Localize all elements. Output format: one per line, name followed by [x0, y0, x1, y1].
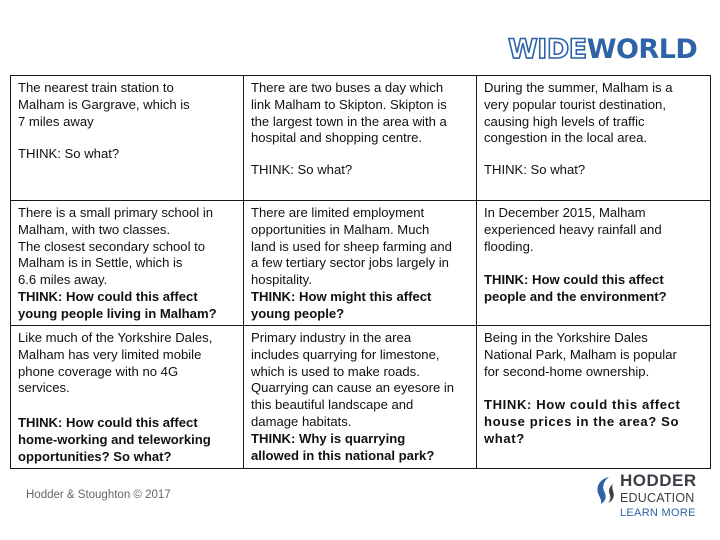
cell-think-prompt: THINK: So what?: [484, 162, 586, 178]
cell-think-prompt: THINK: Why is quarrying allowed in this national park?: [251, 430, 435, 463]
info-grid: [10, 75, 711, 469]
grid-row-2: [11, 201, 711, 326]
copyright-footer: Hodder & Stoughton © 2017: [26, 489, 171, 501]
cell-think-prompt: THINK: How could this affect house prices in the area? So what?: [484, 397, 681, 446]
cell-text: Being in the Yorkshire Dales National Park, Malham is popular for second-home ownership.: [484, 330, 677, 379]
cell-text: There are two buses a day which link Malham to Skipton. Skipton is the largest town in the area with a hospital and shopping centre.: [251, 80, 447, 146]
cell-buses: [244, 76, 477, 201]
cell-text: In December 2015, Malham experienced heavy rainfall and flooding.: [484, 205, 662, 254]
wideworld-logo: [508, 33, 697, 67]
publisher-name: HODDER: [620, 471, 697, 490]
logo-wide-text: WIDE: [508, 34, 587, 65]
cell-think-prompt: THINK: How could this affect home-working and teleworking opportunities? So what?: [18, 415, 211, 464]
logo-world-text: WORLD: [586, 34, 698, 65]
cell-text: There is a small primary school in Malham, with two classes. The closest secondary school to Malham is in Settle, which is 6.6 miles away.: [18, 205, 214, 288]
publisher-division: EDUCATION: [620, 491, 695, 505]
cell-text: There are limited employment opportunities in Malham. Much land is used for sheep farming and a few tertiary sector jobs largely in hospitality.: [251, 205, 452, 288]
cell-think-prompt: THINK: So what?: [18, 146, 120, 162]
cell-think-prompt: THINK: How might this affect young people?: [251, 288, 432, 321]
hodder-swirl-icon: [592, 475, 616, 507]
grid-row-3: [11, 326, 711, 469]
cell-text: Like much of the Yorkshire Dales, Malham has very limited mobile phone coverage with no 4G services.: [18, 330, 213, 396]
cell-think-prompt: THINK: How could this affect people and the environment?: [484, 272, 667, 305]
cell-employment: [244, 201, 477, 326]
cell-tourism: [477, 76, 711, 201]
cell-second-homes: [477, 326, 711, 469]
cell-train-station: [11, 76, 244, 201]
cell-text: The nearest train station to Malham is Gargrave, which is 7 miles away: [18, 80, 190, 129]
cell-quarrying: [244, 326, 477, 469]
hodder-education-logo: [592, 471, 704, 523]
cell-think-prompt: THINK: So what?: [251, 162, 353, 178]
cell-think-prompt: THINK: How could this affect young people living in Malham?: [18, 288, 217, 321]
cell-text: Primary industry in the area includes quarrying for limestone, which is used to make roads. Quarrying can cause an eyesore in this beautiful landscape and damage habitats.: [251, 330, 455, 429]
cell-schools: [11, 201, 244, 326]
cell-text: During the summer, Malham is a very popular tourist destination, causing high levels of traffic congestion in the local area.: [484, 80, 673, 146]
publisher-tagline: LEARN MORE: [620, 507, 696, 519]
cell-mobile-coverage: [11, 326, 244, 469]
cell-flooding: [477, 201, 711, 326]
grid-row-1: [11, 76, 711, 201]
